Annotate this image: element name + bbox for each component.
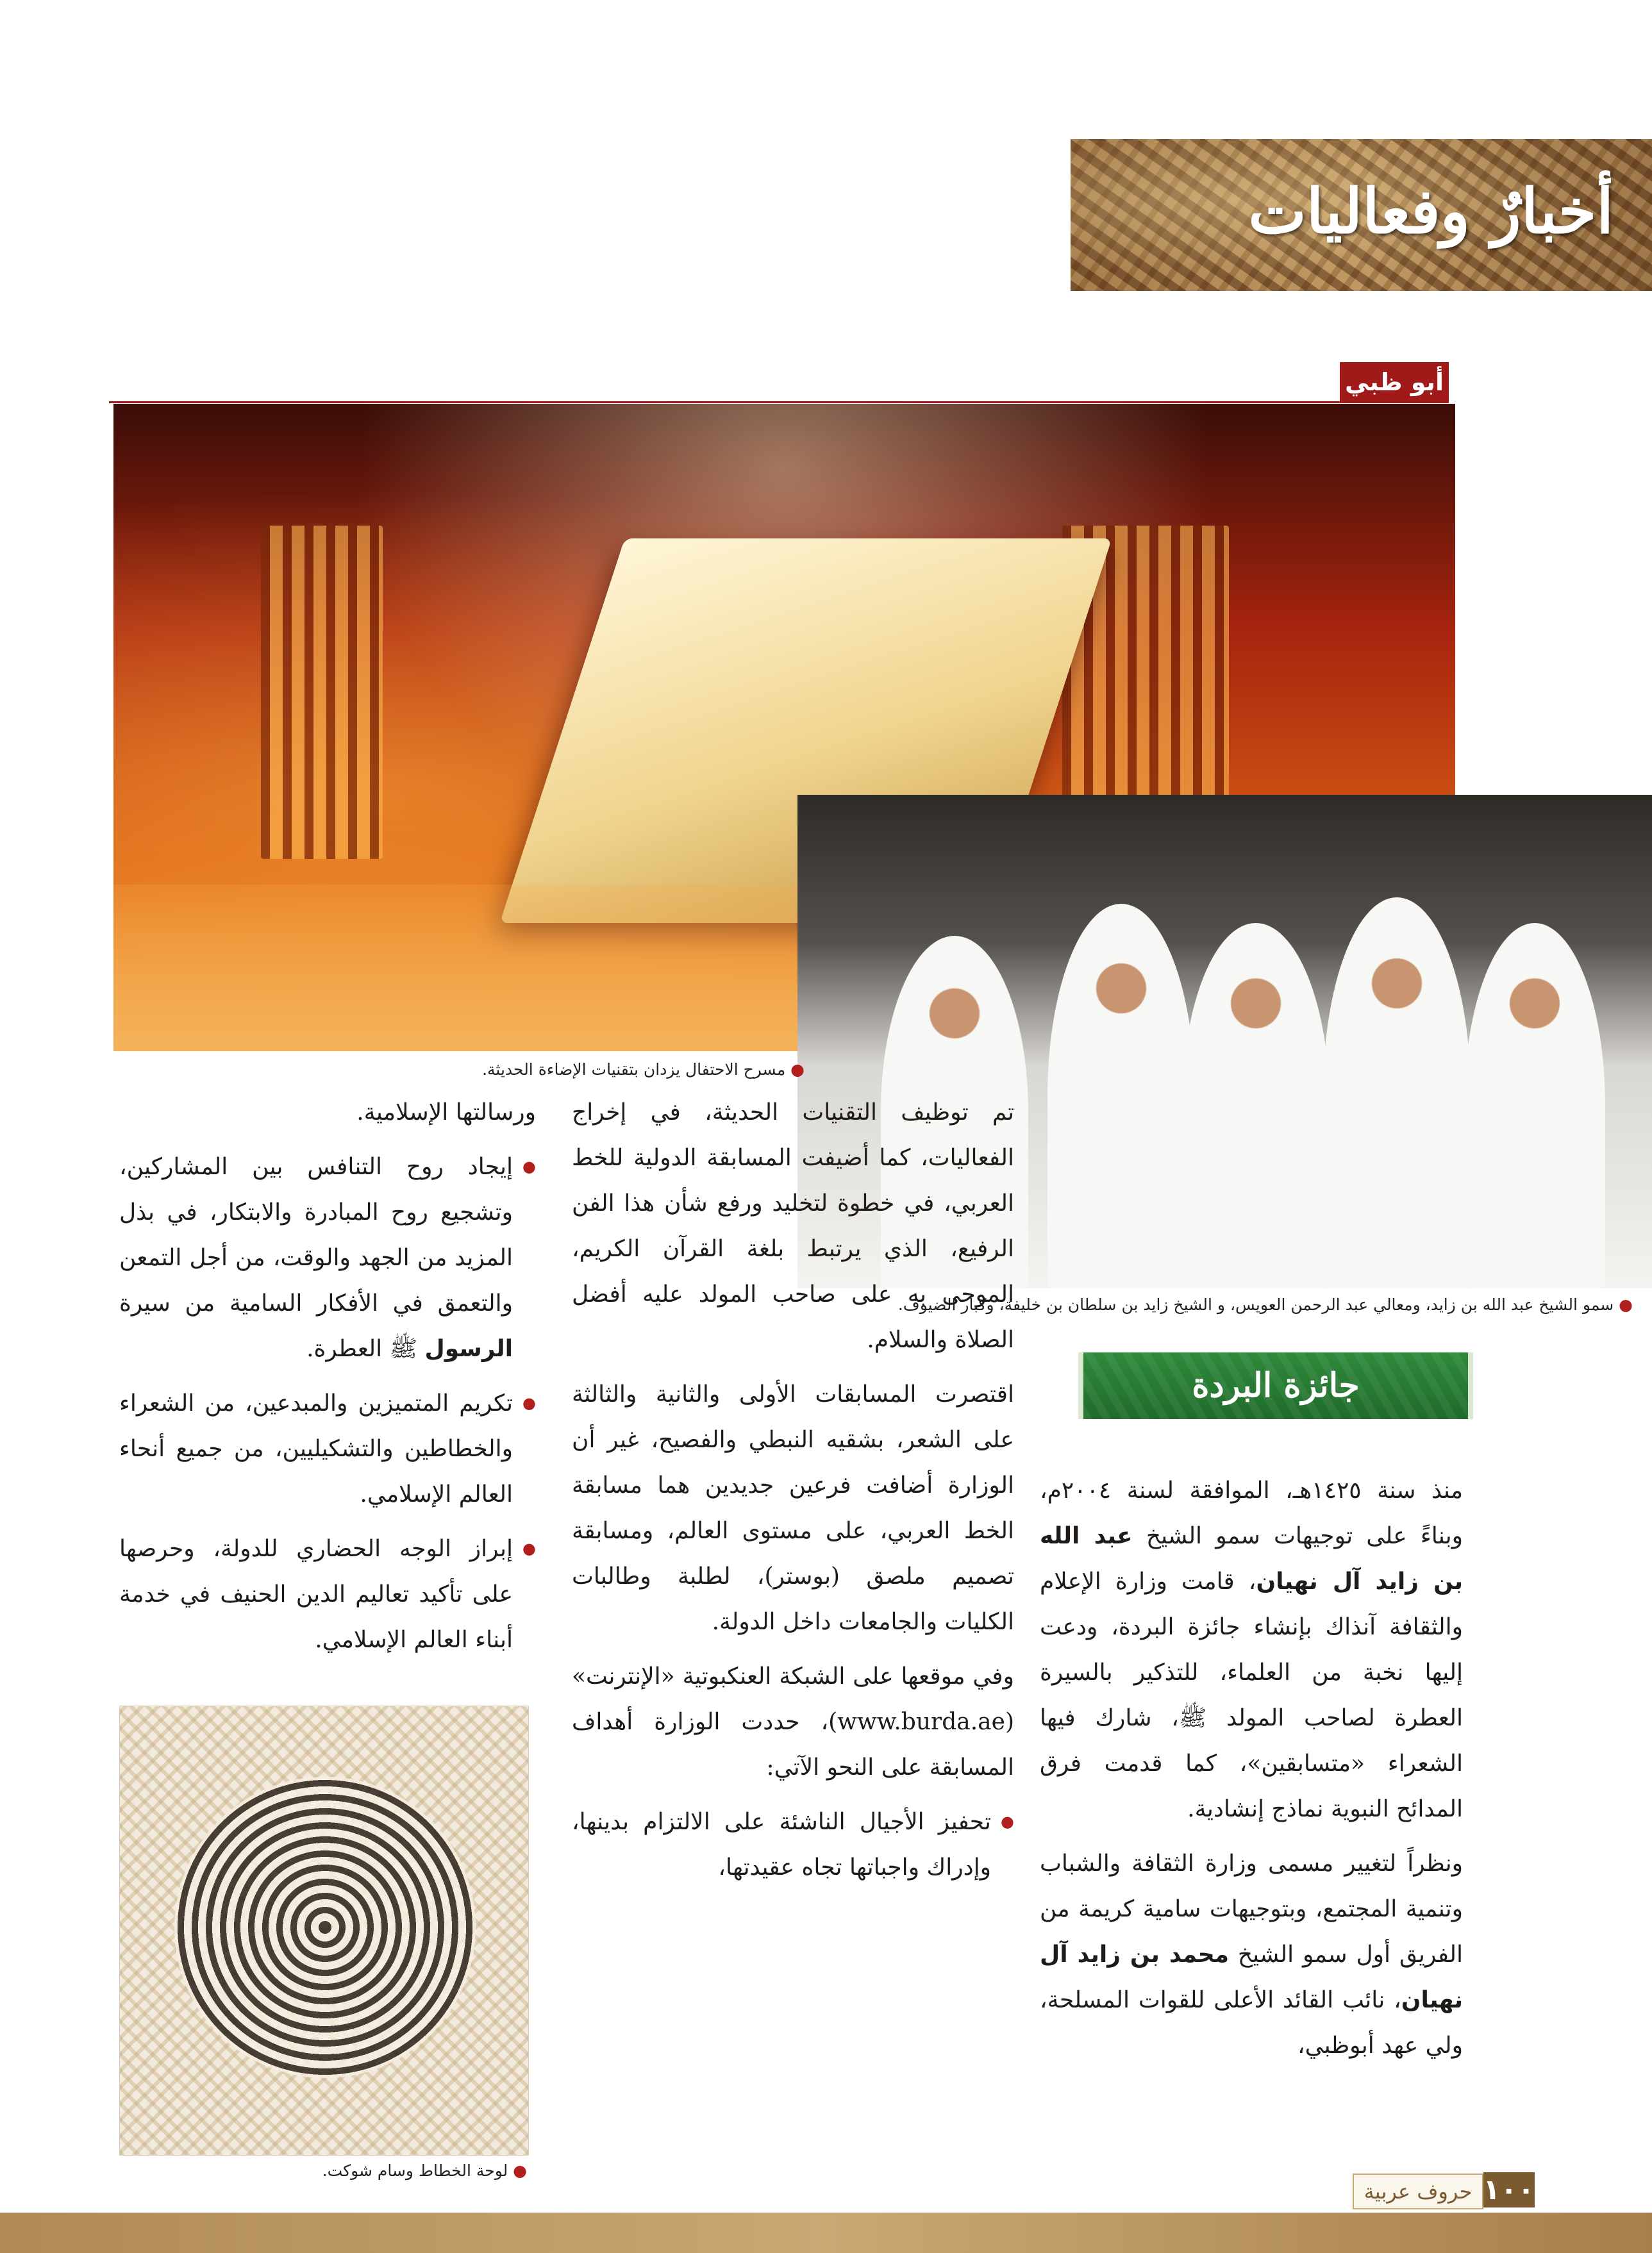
person — [1323, 897, 1471, 1288]
magazine-logo: حروف عربية — [1353, 2174, 1483, 2209]
calligraphy-roundel — [174, 1777, 476, 2078]
name-highlight: الرسول — [424, 1336, 513, 1362]
caption-bullet: ● — [785, 1060, 805, 1079]
bullet-item — [119, 1144, 536, 1372]
divider — [109, 401, 1449, 403]
caption-bullet: ● — [508, 2161, 527, 2180]
section-banner — [1071, 139, 1652, 291]
text: ﷺ العطرة. — [306, 1336, 425, 1362]
text-column-left — [119, 1090, 536, 1672]
text: ونظراً لتغيير مسمى وزارة الثقافة والشباب وتنمية المجتمع، وبتوجيهات سامية كريمة من الفريق أول سمو الشيخ — [1040, 1850, 1463, 1968]
text: وفي موقعها على الشبكة العنكبوتية «الإنترنت» — [572, 1663, 1014, 1690]
paragraph: تم توظيف التقنيات الحديثة، في إخراج الفعاليات، كما أضيفت المسابقة الدولية للخط العربي، في خطوة لتخليد ورفع شأن هذا الفن الرفيع، الذي يرتبط بلغة القرآن الكريم، الموحى به على صاحب المولد عليه أفضل الصلاة والسلام. — [572, 1099, 1014, 1353]
text: منذ سنة ١٤٢٥هـ، الموافقة لسنة ٢٠٠٤م، وبناءً على توجيهات سمو الشيخ — [1040, 1477, 1464, 1549]
text-column-middle — [572, 1090, 1014, 1899]
text: إيجاد روح التنافس بين المشاركين، وتشجيع روح المبادرة والابتكار، في بذل المزيد من الجهد والوقت، من أجل التمعن والتعمق في الأفكار السامية من سيرة — [119, 1154, 513, 1317]
caption-text: سمو الشيخ عبد الله بن زايد، ومعالي عبد الرحمن العويس، و الشيخ زايد بن سلطان بن خليفة، وكبار الضيوف. — [897, 1295, 1614, 1314]
text: ، نائب القائد الأعلى للقوات المسلحة، ولي عهد أبوظبي، — [1040, 1987, 1463, 2059]
stage-caption — [482, 1060, 805, 1079]
footer-bar — [0, 2213, 1652, 2253]
person — [1464, 923, 1605, 1288]
name-highlight: محمد بن زايد آل نهيان — [1040, 1941, 1463, 2013]
bullet-item: ● إبراز الوجه الحضاري للدولة، وحرصها على تأكيد تعاليم الدين الحنيف في خدمة أبناء العالم الإسلامي. — [119, 1526, 536, 1663]
paragraph — [1040, 1468, 1463, 1832]
stage-panel-left — [261, 526, 383, 859]
calligraphy-caption — [322, 2161, 527, 2180]
section-heading: جائزة البردة — [1078, 1352, 1473, 1419]
text-column-right — [1040, 1468, 1463, 2077]
caption-text: لوحة الخطاط وسام شوكت. — [322, 2161, 508, 2180]
bullet-item: ● تحفيز الأجيال الناشئة على الالتزام بدينها، وإدراك واجباتها تجاه عقيدتها، — [572, 1799, 1014, 1890]
person — [1047, 904, 1195, 1288]
caption-bullet: ● — [1614, 1295, 1633, 1314]
calligraphy-photo — [119, 1706, 529, 2156]
person — [1182, 923, 1330, 1288]
paragraph — [1040, 1841, 1463, 2068]
paragraph: ورسالتها الإسلامية. — [356, 1099, 536, 1126]
name-highlight: عبد الله بن زايد آل نهيان — [1040, 1523, 1463, 1595]
paragraph — [572, 1654, 1014, 1790]
text: ، قامت وزارة الإعلام والثقافة آنذاك بإنشاء جائزة البردة، ودعت إليها نخبة من العلماء، للتذكير بالسيرة العطرة لصاحب المولد ﷺ، شارك فيها الشعراء «متسابقين»، كما قدمت فرق المدائح النبوية نماذج إنشادية. — [1040, 1568, 1463, 1822]
region-tag: أبو ظبي — [1340, 362, 1449, 403]
page-number: ١٠٠ — [1483, 2174, 1535, 2206]
bullet-item: ● تكريم المتميزين والمبدعين، من الشعراء والخطاطين والتشكيليين، من جميع أنحاء العالم الإسلامي. — [119, 1381, 536, 1517]
paragraph: اقتصرت المسابقات الأولى والثانية والثالثة على الشعر، بشقيه النبطي والفصيح، غير أن الوزارة أضافت فرعين جديدين هما مسابقة الخط العربي، على مستوى العالم، ومسابقة تصميم ملصق (بوستر)، لطلبة وطالبات الكليات والجامعات داخل الدولة. — [572, 1381, 1014, 1635]
website-link[interactable]: (www.burda.ae) — [828, 1709, 1014, 1735]
text: ، حددت الوزارة أهداف المسابقة على النحو الآتي: — [572, 1709, 1014, 1781]
section-title: أخبارٌ وفعاليات — [1248, 175, 1614, 247]
caption-text: مسرح الاحتفال يزدان بتقنيات الإضاءة الحديثة. — [482, 1060, 786, 1079]
